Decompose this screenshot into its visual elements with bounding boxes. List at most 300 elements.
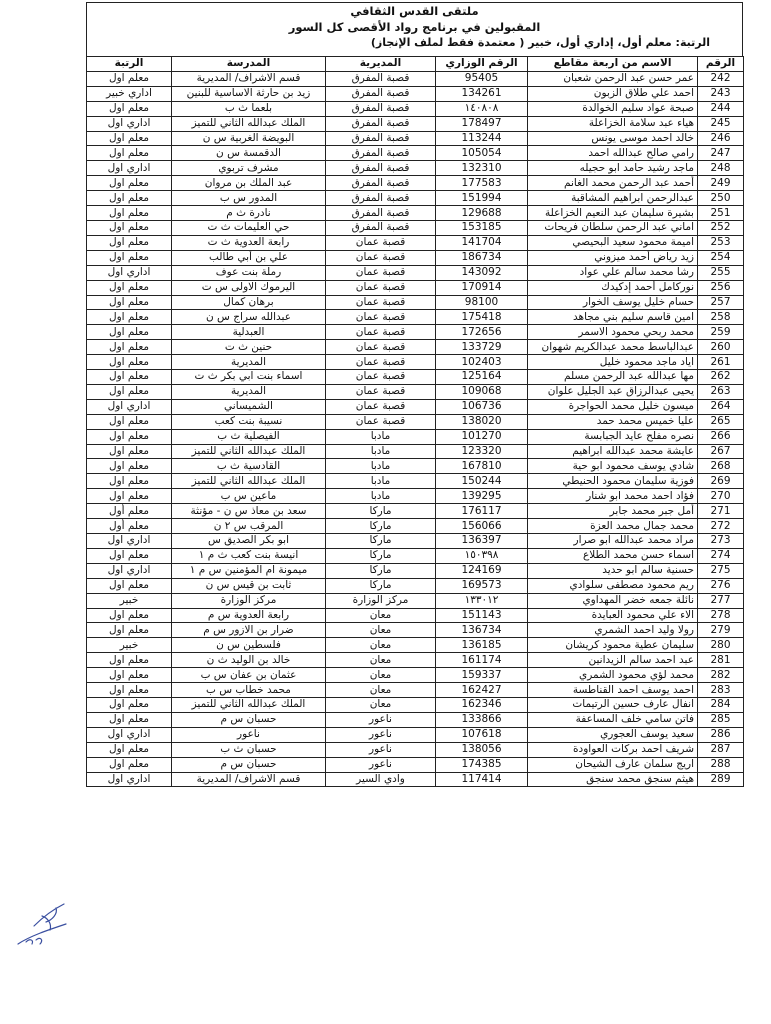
name-cell: عمر حسن عبد الرحمن شعبان <box>528 71 698 86</box>
ministry-id-cell: 136397 <box>436 534 528 549</box>
rank-cell: معلم اول <box>87 340 172 355</box>
school-cell: مركز الوزارة <box>172 593 326 608</box>
school-cell: القادسية ث ب <box>172 459 326 474</box>
rank-cell: اداري اول <box>87 772 172 787</box>
table-row <box>87 295 744 310</box>
ministry-id-cell: 151143 <box>436 608 528 623</box>
school-cell: نسيبة بنت كعب <box>172 414 326 429</box>
school-cell: الملك عبدالله الثاني للتميز <box>172 444 326 459</box>
school-cell: البويضة الغربية س ن <box>172 131 326 146</box>
school-cell: مشرف تربوي <box>172 161 326 176</box>
ministry-id-cell: 174385 <box>436 757 528 772</box>
directorate-cell: قصبة عمان <box>326 295 436 310</box>
table-row <box>87 563 744 578</box>
name-cell: انفال عارف حسين الرتيمات <box>528 697 698 712</box>
directorate-cell: مادبا <box>326 474 436 489</box>
row-number-cell: 285 <box>698 712 744 727</box>
directorate-cell: قصبة المفرق <box>326 146 436 161</box>
rank-cell: اداري اول <box>87 563 172 578</box>
directorate-cell: قصبة عمان <box>326 355 436 370</box>
table-row <box>87 623 744 638</box>
name-cell: امين قاسم سليم بني مجاهد <box>528 310 698 325</box>
rank-cell: معلم أول <box>87 504 172 519</box>
name-cell: عليا خميس محمد حمد <box>528 414 698 429</box>
row-number-cell: 289 <box>698 772 744 787</box>
rank-cell: معلم اول <box>87 295 172 310</box>
ministry-id-cell: 177583 <box>436 176 528 191</box>
table-row <box>87 131 744 146</box>
ministry-id-cell: 106736 <box>436 399 528 414</box>
rank-cell: معلم اول <box>87 206 172 221</box>
directorate-cell: قصبة المفرق <box>326 191 436 206</box>
row-number-cell: 243 <box>698 86 744 101</box>
row-number-cell: 279 <box>698 623 744 638</box>
school-cell: قسم الاشراف/ المديرية <box>172 71 326 86</box>
directorate-cell: قصبة المفرق <box>326 131 436 146</box>
table-row <box>87 489 744 504</box>
school-cell: قسم الاشراف/ المديرية <box>172 772 326 787</box>
ministry-id-cell: 129688 <box>436 206 528 221</box>
name-cell: شريف احمد بركات العواودة <box>528 742 698 757</box>
name-cell: رولا وليد احمد الشمري <box>528 623 698 638</box>
row-number-cell: 255 <box>698 265 744 280</box>
directorate-cell: قصبة المفرق <box>326 101 436 116</box>
school-cell: اسماء بنت ابي بكر ث ت <box>172 370 326 385</box>
column-header-directorate: المديرية <box>326 57 436 72</box>
row-number-cell: 257 <box>698 295 744 310</box>
school-cell: عثمان بن عفان س ب <box>172 668 326 683</box>
school-cell: نادرة ث م <box>172 206 326 221</box>
rank-cell: معلم اول <box>87 235 172 250</box>
rank-cell: اداري اول <box>87 399 172 414</box>
rank-cell: معلم أول <box>87 519 172 534</box>
ministry-id-cell: 105054 <box>436 146 528 161</box>
ministry-id-cell: 161174 <box>436 653 528 668</box>
table-row <box>87 86 744 101</box>
ministry-id-cell: 170914 <box>436 280 528 295</box>
ministry-id-cell: 169573 <box>436 578 528 593</box>
row-number-cell: 248 <box>698 161 744 176</box>
rank-cell: معلم اول <box>87 757 172 772</box>
directorate-cell: قصبة المفرق <box>326 86 436 101</box>
directorate-cell: ماركا <box>326 534 436 549</box>
rank-cell: معلم اول <box>87 578 172 593</box>
directorate-cell: قصبة عمان <box>326 384 436 399</box>
ministry-id-cell: 133729 <box>436 340 528 355</box>
row-number-cell: 244 <box>698 101 744 116</box>
school-cell: محمد خطاب س ب <box>172 683 326 698</box>
directorate-cell: ماركا <box>326 548 436 563</box>
row-number-cell: 270 <box>698 489 744 504</box>
name-cell: أحمد عبد الرحمن محمد الغانم <box>528 176 698 191</box>
ministry-id-cell: 162427 <box>436 683 528 698</box>
name-cell: بشيرة سليمان عبد النعيم الخزاعلة <box>528 206 698 221</box>
rank-cell: اداري اول <box>87 727 172 742</box>
ministry-id-cell: 175418 <box>436 310 528 325</box>
directorate-cell: قصبة عمان <box>326 399 436 414</box>
row-number-cell: 256 <box>698 280 744 295</box>
directorate-cell: قصبة المفرق <box>326 220 436 235</box>
table-row <box>87 742 744 757</box>
ministry-id-cell: 138056 <box>436 742 528 757</box>
ministry-id-cell: 124169 <box>436 563 528 578</box>
ministry-id-cell: 117414 <box>436 772 528 787</box>
name-cell: احمد علي طلاق الزبون <box>528 86 698 101</box>
directorate-cell: قصبة عمان <box>326 310 436 325</box>
name-cell: هياء عبد سلامة الخزاعلة <box>528 116 698 131</box>
table-row <box>87 668 744 683</box>
directorate-cell: قصبة المفرق <box>326 161 436 176</box>
ministry-id-cell: 134261 <box>436 86 528 101</box>
row-number-cell: 283 <box>698 683 744 698</box>
school-cell: الملك عبدالله الثاني للتميز <box>172 116 326 131</box>
table-row <box>87 161 744 176</box>
ministry-id-cell: 123320 <box>436 444 528 459</box>
rank-cell: معلم اول <box>87 444 172 459</box>
directorate-cell: قصبة عمان <box>326 370 436 385</box>
ministry-id-cell: 143092 <box>436 265 528 280</box>
name-cell: محمد لؤي محمود الشمري <box>528 668 698 683</box>
row-number-cell: 249 <box>698 176 744 191</box>
school-cell: زيد بن حارثة الاساسية للبنين <box>172 86 326 101</box>
directorate-cell: قصبة عمان <box>326 414 436 429</box>
name-cell: فاتن سامي خلف المساعفة <box>528 712 698 727</box>
name-cell: خالد احمد موسى يونس <box>528 131 698 146</box>
school-cell: حي العليمات ث ت <box>172 220 326 235</box>
rank-cell: معلم اول <box>87 742 172 757</box>
school-cell: المرقب س ٢ ن <box>172 519 326 534</box>
table-row <box>87 697 744 712</box>
ministry-id-cell: 133866 <box>436 712 528 727</box>
name-cell: فوزية سليمان محمود الحنيطي <box>528 474 698 489</box>
table-row <box>87 399 744 414</box>
table-row <box>87 355 744 370</box>
directorate-cell: معان <box>326 608 436 623</box>
table-row <box>87 519 744 534</box>
name-cell: احمد يوسف احمد القناطسة <box>528 683 698 698</box>
school-cell: خالد بن الوليد ث ن <box>172 653 326 668</box>
table-row <box>87 459 744 474</box>
table-row <box>87 146 744 161</box>
name-cell: سليمان عطية محمود كريشان <box>528 638 698 653</box>
ministry-id-cell: 113244 <box>436 131 528 146</box>
table-row <box>87 116 744 131</box>
ministry-id-cell: 151994 <box>436 191 528 206</box>
row-number-cell: 284 <box>698 697 744 712</box>
table-row <box>87 176 744 191</box>
directorate-cell: قصبة عمان <box>326 250 436 265</box>
name-cell: عبدالرحمن ابراهيم المشاقبة <box>528 191 698 206</box>
roster-table <box>86 56 744 787</box>
directorate-cell: ناعور <box>326 742 436 757</box>
rank-cell: معلم اول <box>87 384 172 399</box>
row-number-cell: 252 <box>698 220 744 235</box>
rank-cell: معلم اول <box>87 71 172 86</box>
directorate-cell: قصبة المفرق <box>326 176 436 191</box>
column-header-name: الاسم من اربعة مقاطع <box>528 57 698 72</box>
table-row <box>87 653 744 668</box>
name-cell: ماجد رشيد حامد ابو حجيله <box>528 161 698 176</box>
table-row <box>87 578 744 593</box>
name-cell: رشا محمد سالم علي عواد <box>528 265 698 280</box>
table-row <box>87 593 744 608</box>
row-number-cell: 245 <box>698 116 744 131</box>
ministry-id-cell: 159337 <box>436 668 528 683</box>
ministry-id-cell: 101270 <box>436 429 528 444</box>
ministry-id-cell: 98100 <box>436 295 528 310</box>
school-cell: فلسطين س ن <box>172 638 326 653</box>
header-title: ملتقى القدس الثقافي <box>350 4 479 18</box>
document-header <box>86 2 743 56</box>
school-cell: ابو بكر الصديق س <box>172 534 326 549</box>
directorate-cell: مادبا <box>326 489 436 504</box>
name-cell: اياد ماجد محمود خليل <box>528 355 698 370</box>
rank-cell: معلم اول <box>87 280 172 295</box>
school-cell: برهان كمال <box>172 295 326 310</box>
table-row <box>87 414 744 429</box>
ministry-id-cell: 176117 <box>436 504 528 519</box>
directorate-cell: ماركا <box>326 504 436 519</box>
table-row <box>87 220 744 235</box>
rank-cell: معلم اول <box>87 355 172 370</box>
directorate-cell: مادبا <box>326 444 436 459</box>
column-header-id: الرقم الوزاري <box>436 57 528 72</box>
row-number-cell: 261 <box>698 355 744 370</box>
directorate-cell: معان <box>326 653 436 668</box>
rank-cell: معلم اول <box>87 653 172 668</box>
rank-cell: اداري اول <box>87 265 172 280</box>
name-cell: محمد ربحي محمود الاسمر <box>528 325 698 340</box>
school-cell: المديرية <box>172 384 326 399</box>
school-cell: بلعما ث ب <box>172 101 326 116</box>
school-cell: عبدالله سراج س ن <box>172 310 326 325</box>
row-number-cell: 242 <box>698 71 744 86</box>
school-cell: المدور س ب <box>172 191 326 206</box>
directorate-cell: قصبة عمان <box>326 235 436 250</box>
table-row <box>87 191 744 206</box>
name-cell: مها عبدالله عبد الرحمن مسلم <box>528 370 698 385</box>
school-cell: ناعور <box>172 727 326 742</box>
name-cell: الاء علي محمود العبايدة <box>528 608 698 623</box>
rank-cell: اداري خبير <box>87 86 172 101</box>
row-number-cell: 282 <box>698 668 744 683</box>
ministry-id-cell: 156066 <box>436 519 528 534</box>
directorate-cell: قصبة المفرق <box>326 116 436 131</box>
name-cell: أمل جبر محمد جابر <box>528 504 698 519</box>
directorate-cell: قصبة عمان <box>326 265 436 280</box>
school-cell: انيسة بنت كعب ث م ١ <box>172 548 326 563</box>
name-cell: حسنية سالم ابو حديد <box>528 563 698 578</box>
row-number-cell: 254 <box>698 250 744 265</box>
rank-cell: معلم اول <box>87 325 172 340</box>
school-cell: عبد الملك بن مروان <box>172 176 326 191</box>
name-cell: يحيى عبدالرزاق عبد الجليل علوان <box>528 384 698 399</box>
ministry-id-cell: 136734 <box>436 623 528 638</box>
ministry-id-cell: 153185 <box>436 220 528 235</box>
row-number-cell: 274 <box>698 548 744 563</box>
row-number-cell: 272 <box>698 519 744 534</box>
directorate-cell: ماركا <box>326 578 436 593</box>
rank-cell: معلم اول <box>87 414 172 429</box>
directorate-cell: معان <box>326 683 436 698</box>
name-cell: فؤاد احمد محمد ابو شنار <box>528 489 698 504</box>
row-number-cell: 265 <box>698 414 744 429</box>
table-row <box>87 235 744 250</box>
school-cell: رابعة العدوية ث ت <box>172 235 326 250</box>
name-cell: صبحة عواد سليم الخوالدة <box>528 101 698 116</box>
rank-cell: معلم اول <box>87 459 172 474</box>
table-row <box>87 772 744 787</box>
rank-cell: معلم اول <box>87 250 172 265</box>
name-cell: اماني عبد الرحمن سلطان فريحات <box>528 220 698 235</box>
directorate-cell: وادي السير <box>326 772 436 787</box>
school-cell: الدقمسة س ن <box>172 146 326 161</box>
school-cell: ضرار بن الازور س م <box>172 623 326 638</box>
name-cell: زيد رياض أحمد ميزوني <box>528 250 698 265</box>
ministry-id-cell: 109068 <box>436 384 528 399</box>
rank-cell: اداري اول <box>87 161 172 176</box>
directorate-cell: ناعور <box>326 757 436 772</box>
rank-cell: معلم اول <box>87 176 172 191</box>
school-cell: حسبان س م <box>172 712 326 727</box>
ministry-id-cell: 141704 <box>436 235 528 250</box>
rank-cell: معلم اول <box>87 697 172 712</box>
ministry-id-cell: 150244 <box>436 474 528 489</box>
table-row <box>87 534 744 549</box>
table-row <box>87 310 744 325</box>
row-number-cell: 277 <box>698 593 744 608</box>
name-cell: نصره مفلح عايد الجبابسة <box>528 429 698 444</box>
name-cell: رامي صالح عبدالله احمد <box>528 146 698 161</box>
row-number-cell: 258 <box>698 310 744 325</box>
rank-cell: معلم اول <box>87 548 172 563</box>
ministry-id-cell: 172656 <box>436 325 528 340</box>
school-cell: العبدلية <box>172 325 326 340</box>
ministry-id-cell: 102403 <box>436 355 528 370</box>
name-cell: ميسون خليل محمد الحواجرة <box>528 399 698 414</box>
name-cell: حسام خليل يوسف الخوار <box>528 295 698 310</box>
school-cell: الشميساني <box>172 399 326 414</box>
header-rank-line: الرتبة: معلم أول، إداري أول، خبير ( معتمدة فقط لملف الإنجاز) <box>370 36 710 49</box>
row-number-cell: 278 <box>698 608 744 623</box>
table-row <box>87 757 744 772</box>
school-cell: الملك عبدالله الثاني للتميز <box>172 697 326 712</box>
rank-cell: معلم اول <box>87 191 172 206</box>
handwritten-signature <box>12 900 86 950</box>
ministry-id-cell: 139295 <box>436 489 528 504</box>
ministry-id-cell: 178497 <box>436 116 528 131</box>
directorate-cell: مادبا <box>326 429 436 444</box>
row-number-cell: 263 <box>698 384 744 399</box>
table-header-row <box>87 57 744 72</box>
rank-cell: معلم اول <box>87 474 172 489</box>
table-row <box>87 638 744 653</box>
school-cell: ماعين س ب <box>172 489 326 504</box>
name-cell: نائلة جمعه خضر المهداوي <box>528 593 698 608</box>
row-number-cell: 286 <box>698 727 744 742</box>
directorate-cell: معان <box>326 697 436 712</box>
directorate-cell: قصبة عمان <box>326 340 436 355</box>
row-number-cell: 287 <box>698 742 744 757</box>
ministry-id-cell: 95405 <box>436 71 528 86</box>
rank-cell: خبير <box>87 638 172 653</box>
rank-cell: معلم اول <box>87 101 172 116</box>
row-number-cell: 276 <box>698 578 744 593</box>
ministry-id-cell: ١٣٣٠١٢ <box>436 593 528 608</box>
row-number-cell: 281 <box>698 653 744 668</box>
row-number-cell: 250 <box>698 191 744 206</box>
ministry-id-cell: 125164 <box>436 370 528 385</box>
ministry-id-cell: 162346 <box>436 697 528 712</box>
table-row <box>87 101 744 116</box>
row-number-cell: 247 <box>698 146 744 161</box>
school-cell: علي بن أبي طالب <box>172 250 326 265</box>
table-row <box>87 340 744 355</box>
rank-cell: معلم اول <box>87 146 172 161</box>
directorate-cell: ناعور <box>326 712 436 727</box>
name-cell: ريم محمود مصطفى سلوادي <box>528 578 698 593</box>
row-number-cell: 260 <box>698 340 744 355</box>
row-number-cell: 246 <box>698 131 744 146</box>
column-header-rank: الرتبة <box>87 57 172 72</box>
school-cell: حنين ث ت <box>172 340 326 355</box>
name-cell: مراد محمد عبدالله ابو صرار <box>528 534 698 549</box>
table-row <box>87 265 744 280</box>
directorate-cell: معان <box>326 623 436 638</box>
table-row <box>87 429 744 444</box>
directorate-cell: قصبة المفرق <box>326 71 436 86</box>
rank-cell: خبير <box>87 593 172 608</box>
school-cell: الفيصلية ث ب <box>172 429 326 444</box>
table-row <box>87 608 744 623</box>
ministry-id-cell: ١٤٠٨٠٨ <box>436 101 528 116</box>
row-number-cell: 267 <box>698 444 744 459</box>
row-number-cell: 271 <box>698 504 744 519</box>
row-number-cell: 264 <box>698 399 744 414</box>
rank-cell: معلم اول <box>87 668 172 683</box>
name-cell: عبدالباسط محمد عبدالكريم شهوان <box>528 340 698 355</box>
directorate-cell: قصبة عمان <box>326 325 436 340</box>
school-cell: سعد بن معاذ س ن - مؤنثة <box>172 504 326 519</box>
rank-cell: معلم اول <box>87 489 172 504</box>
row-number-cell: 273 <box>698 534 744 549</box>
ministry-id-cell: 138020 <box>436 414 528 429</box>
ministry-id-cell: 167810 <box>436 459 528 474</box>
row-number-cell: 280 <box>698 638 744 653</box>
table-row <box>87 250 744 265</box>
directorate-cell: قصبة المفرق <box>326 206 436 221</box>
directorate-cell: ماركا <box>326 519 436 534</box>
row-number-cell: 288 <box>698 757 744 772</box>
rank-cell: معلم اول <box>87 429 172 444</box>
school-cell: حسبان ث ب <box>172 742 326 757</box>
school-cell: اليرموك الاولى س ت <box>172 280 326 295</box>
ministry-id-cell: 136185 <box>436 638 528 653</box>
rank-cell: معلم اول <box>87 712 172 727</box>
school-cell: المديرية <box>172 355 326 370</box>
table-row <box>87 712 744 727</box>
ministry-id-cell: 132310 <box>436 161 528 176</box>
row-number-cell: 266 <box>698 429 744 444</box>
rank-cell: اداري اول <box>87 534 172 549</box>
rank-cell: معلم اول <box>87 608 172 623</box>
table-row <box>87 444 744 459</box>
name-cell: عبد احمد سالم الزيدانين <box>528 653 698 668</box>
name-cell: محمد جمال محمد العزة <box>528 519 698 534</box>
name-cell: اميمة محمود سعيد البحيصي <box>528 235 698 250</box>
header-subtitle: المقبولين في برنامج رواد الأقصى كل السور <box>288 20 541 34</box>
school-cell: ميمونة ام المؤمنين س م ١ <box>172 563 326 578</box>
